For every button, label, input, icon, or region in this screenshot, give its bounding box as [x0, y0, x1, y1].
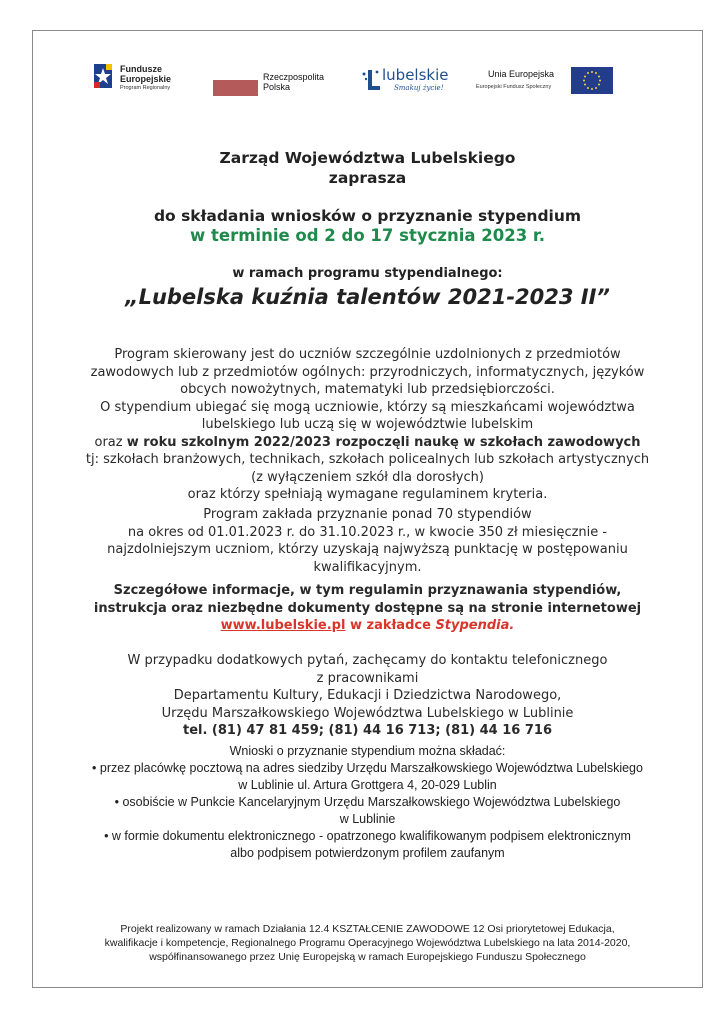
submission-bullet-cont: albo podpisem potwierdzonym profilem zaufanym [230, 846, 505, 860]
footer-line: współfinansowanego przez Unię Europejską w ramach Europejskiego Funduszu Społecznego [149, 951, 586, 963]
organizer-title [40, 148, 695, 188]
eu-flag-icon [571, 67, 613, 94]
fe-line1: Fundusze [120, 64, 162, 74]
rp-line2: Polska [263, 82, 291, 92]
fe-line2: Europejskie [120, 74, 172, 84]
contact-info [40, 652, 695, 740]
ue-name: Unia Europejska [488, 69, 555, 79]
submission-bullet: • w formie dokumentu elektronicznego - opatrzonego kwalifikowanym podpisem elektronicznym [104, 829, 631, 843]
website-link[interactable]: www.lubelskie.pl [220, 618, 346, 633]
program-name: „Lubelska kuźnia talentów 2021-2023 II” [125, 285, 610, 309]
submission-bullet-cont: w Lublinie [339, 812, 396, 826]
lubelskie-name: lubelskie [382, 66, 449, 84]
desc-line: oraz którzy spełniają wymagane regulaminem kryteria. [187, 487, 548, 502]
program-description [40, 346, 695, 504]
action-text: do składania wniosków o przyznanie stypendium [153, 207, 582, 225]
desc-line: Program skierowany jest do uczniów szczególnie uzdolnionych z przedmiotów [114, 347, 621, 362]
submission-bullet-cont: w Lublinie ul. Artura Grottgera 4, 20-029 Lublin [238, 778, 497, 792]
details-line: instrukcja oraz niezbędne dokumenty dostępne są na stronie internetowej [93, 600, 642, 616]
contact-line: W przypadku dodatkowych pytań, zachęcamy do kontaktu telefonicznego [127, 653, 608, 668]
submission-bullet: • osobiście w Punkcie Kancelaryjnym Urzędu Marszałkowskiego Województwa Lubelskiego [114, 795, 621, 809]
submission-info [40, 743, 695, 862]
org-name: Zarząd Województwa Lubelskiego [219, 149, 516, 167]
program-intro: w ramach programu stypendialnego: [232, 266, 503, 281]
desc-line: oraz [94, 434, 127, 450]
fe-subtitle: Program Regionalny [120, 85, 171, 91]
footer-line: Projekt realizowany w ramach Działania 12.4 KSZTAŁCENIE ZAWODOWE 12 Osi priorytetowej Edukacja, [120, 923, 615, 935]
ue-subtitle: Europejski Fundusz Społeczny [476, 84, 552, 90]
desc-line: O stypendium ubiegać się mogą uczniowie, którzy są mieszkańcami województwa [100, 399, 635, 415]
grants-line: na okres od 01.01.2023 r. do 31.10.2023 r., w kwocie 350 zł miesięcznie - [127, 524, 608, 540]
submission-intro: Wnioski o przyznanie stypendium można składać: [229, 744, 506, 758]
footer-line: kwalifikacje i kompetencje, Regionalnego Programu Operacyjnego Województwa Lubelskiego na lata 2014-2020, [104, 937, 631, 949]
lubelskie-mark-icon [360, 66, 384, 94]
details-tab-name: Stypendia. [435, 618, 515, 633]
contact-line: z pracownikami [316, 670, 419, 686]
lubelskie-slogan: Smakuj życie! [394, 84, 444, 92]
desc-line: zawodowych lub z przedmiotów ogólnych: przyrodniczych, informatycznych, języków [90, 364, 645, 380]
desc-line: lubelskiego lub uczą się w województwie lubelskim [201, 417, 534, 432]
project-footer [40, 922, 695, 964]
invites-text: zaprasza [328, 169, 407, 187]
term-text: w terminie od 2 do 17 stycznia 2023 r. [190, 226, 545, 245]
grants-line: kwalifikacyjnym. [313, 559, 422, 575]
desc-line: (z wyłączeniem szkół dla dorosłych) [251, 469, 484, 485]
details-line: Szczegółowe informacje, w tym regulamin przyznawania stypendiów, [113, 583, 622, 598]
grants-line: najzdolniejszym uczniom, którzy uzyskają najwyższą punktację w postępowaniu [107, 542, 628, 557]
contact-line: Departamentu Kultury, Edukacji i Dziedzictwa Narodowego, [173, 688, 562, 703]
desc-line: obcych nowożytnych, matematyki lub przedsiębiorczości. [180, 382, 555, 397]
action-block [40, 206, 695, 246]
polish-flag-icon [213, 80, 258, 96]
details-tab-pre: w zakładce [345, 618, 436, 633]
grants-line: Program zakłada przyznanie ponad 70 stypendiów [203, 507, 532, 522]
details-info [40, 582, 695, 635]
phone-numbers: tel. (81) 47 81 459; (81) 44 16 713; (81) 44 16 716 [182, 723, 552, 738]
desc-line: tj: szkołach branżowych, technikach, szkołach policealnych lub szkołach artystycznych [85, 452, 650, 467]
fe-star-icon [92, 62, 116, 90]
submission-bullet: • przez placówkę pocztową na adres siedziby Urzędu Marszałkowskiego Województwa Lubelskiego [92, 761, 643, 775]
grants-info [40, 506, 695, 576]
desc-bold: w roku szkolnym 2022/2023 rozpoczęli naukę w szkołach zawodowych [126, 434, 641, 450]
contact-line: Urzędu Marszałkowskiego Województwa Lubelskiego w Lublinie [161, 705, 574, 721]
rp-line1: Rzeczpospolita [263, 72, 325, 82]
